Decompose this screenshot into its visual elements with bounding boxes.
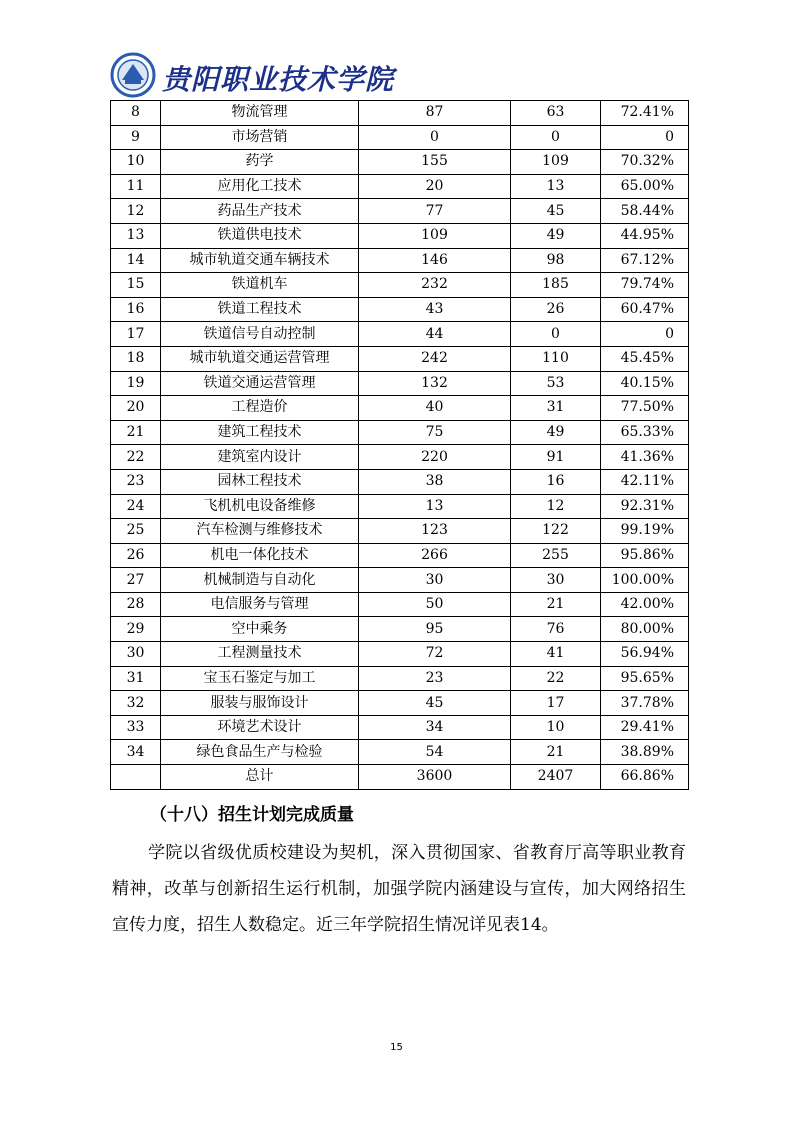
major-cell: 建筑工程技术	[161, 420, 359, 445]
row-number-cell: 20	[111, 396, 161, 421]
table-row	[111, 174, 689, 199]
major-cell: 城市轨道交通车辆技术	[161, 248, 359, 273]
row-number-cell: 30	[111, 642, 161, 667]
row-number-cell: 11	[111, 174, 161, 199]
enrollment-table-body	[111, 101, 689, 790]
major-cell: 环境艺术设计	[161, 715, 359, 740]
major-cell: 机械制造与自动化	[161, 568, 359, 593]
row-number-cell: 19	[111, 371, 161, 396]
planned-cell: 232	[359, 273, 511, 298]
rate-cell: 41.36%	[601, 445, 689, 470]
enrolled-cell: 2407	[511, 765, 601, 790]
major-cell: 物流管理	[161, 101, 359, 126]
table-row	[111, 494, 689, 519]
school-emblem-icon	[110, 52, 156, 98]
enrolled-cell: 255	[511, 543, 601, 568]
table-row	[111, 592, 689, 617]
school-name-logotype: 贵阳职业技术学院	[162, 63, 395, 96]
enrolled-cell: 41	[511, 642, 601, 667]
enrolled-cell: 26	[511, 297, 601, 322]
rate-cell: 70.32%	[601, 150, 689, 175]
enrolled-cell: 21	[511, 740, 601, 765]
row-number-cell: 28	[111, 592, 161, 617]
planned-cell: 109	[359, 223, 511, 248]
rate-cell: 65.33%	[601, 420, 689, 445]
enrolled-cell: 185	[511, 273, 601, 298]
rate-cell: 60.47%	[601, 297, 689, 322]
planned-cell: 30	[359, 568, 511, 593]
major-cell: 飞机机电设备维修	[161, 494, 359, 519]
table-row	[111, 273, 689, 298]
table-row	[111, 396, 689, 421]
major-cell: 机电一体化技术	[161, 543, 359, 568]
major-cell: 汽车检测与维修技术	[161, 519, 359, 544]
table-row	[111, 101, 689, 126]
planned-cell: 40	[359, 396, 511, 421]
rate-cell: 65.00%	[601, 174, 689, 199]
enrolled-cell: 21	[511, 592, 601, 617]
table-row	[111, 150, 689, 175]
planned-cell: 75	[359, 420, 511, 445]
planned-cell: 38	[359, 469, 511, 494]
table-row	[111, 371, 689, 396]
row-number-cell: 14	[111, 248, 161, 273]
enrolled-cell: 0	[511, 125, 601, 150]
planned-cell: 44	[359, 322, 511, 347]
enrollment-table	[110, 100, 689, 790]
major-cell: 铁道供电技术	[161, 223, 359, 248]
planned-cell: 242	[359, 346, 511, 371]
planned-cell: 34	[359, 715, 511, 740]
rate-cell: 44.95%	[601, 223, 689, 248]
major-cell: 应用化工技术	[161, 174, 359, 199]
planned-cell: 146	[359, 248, 511, 273]
major-cell: 服装与服饰设计	[161, 691, 359, 716]
major-cell: 药学	[161, 150, 359, 175]
row-number-cell: 18	[111, 346, 161, 371]
section-title: （十八）招生计划完成质量	[150, 805, 354, 825]
major-cell: 城市轨道交通运营管理	[161, 346, 359, 371]
planned-cell: 13	[359, 494, 511, 519]
rate-cell: 100.00%	[601, 568, 689, 593]
enrolled-cell: 12	[511, 494, 601, 519]
major-cell: 铁道交通运营管理	[161, 371, 359, 396]
major-cell: 铁道工程技术	[161, 297, 359, 322]
table-row	[111, 346, 689, 371]
planned-cell: 155	[359, 150, 511, 175]
major-cell: 市场营销	[161, 125, 359, 150]
planned-cell: 220	[359, 445, 511, 470]
row-number-cell: 29	[111, 617, 161, 642]
rate-cell: 56.94%	[601, 642, 689, 667]
table-row	[111, 322, 689, 347]
total-row	[111, 765, 689, 790]
table-row	[111, 469, 689, 494]
rate-cell: 72.41%	[601, 101, 689, 126]
rate-cell: 67.12%	[601, 248, 689, 273]
rate-cell: 40.15%	[601, 371, 689, 396]
rate-cell: 80.00%	[601, 617, 689, 642]
major-cell: 建筑室内设计	[161, 445, 359, 470]
table-row	[111, 248, 689, 273]
enrolled-cell: 98	[511, 248, 601, 273]
rate-cell: 29.41%	[601, 715, 689, 740]
table-row	[111, 420, 689, 445]
planned-cell: 72	[359, 642, 511, 667]
planned-cell: 132	[359, 371, 511, 396]
row-number-cell: 31	[111, 666, 161, 691]
rate-cell: 38.89%	[601, 740, 689, 765]
rate-cell: 79.74%	[601, 273, 689, 298]
rate-cell: 95.86%	[601, 543, 689, 568]
enrolled-cell: 13	[511, 174, 601, 199]
row-number-cell: 10	[111, 150, 161, 175]
row-number-cell: 26	[111, 543, 161, 568]
major-cell: 总计	[161, 765, 359, 790]
table-row	[111, 715, 689, 740]
planned-cell: 3600	[359, 765, 511, 790]
major-cell: 绿色食品生产与检验	[161, 740, 359, 765]
table-row	[111, 617, 689, 642]
row-number-cell: 24	[111, 494, 161, 519]
planned-cell: 123	[359, 519, 511, 544]
row-number-cell: 32	[111, 691, 161, 716]
major-cell: 园林工程技术	[161, 469, 359, 494]
major-cell: 宝玉石鉴定与加工	[161, 666, 359, 691]
row-number-cell	[111, 765, 161, 790]
row-number-cell: 22	[111, 445, 161, 470]
rate-cell: 77.50%	[601, 396, 689, 421]
enrolled-cell: 53	[511, 371, 601, 396]
row-number-cell: 8	[111, 101, 161, 126]
table-row	[111, 125, 689, 150]
rate-cell: 99.19%	[601, 519, 689, 544]
table-row	[111, 543, 689, 568]
major-cell: 工程测量技术	[161, 642, 359, 667]
rate-cell: 95.65%	[601, 666, 689, 691]
table-row	[111, 568, 689, 593]
row-number-cell: 13	[111, 223, 161, 248]
enrolled-cell: 30	[511, 568, 601, 593]
enrolled-cell: 16	[511, 469, 601, 494]
row-number-cell: 33	[111, 715, 161, 740]
rate-cell: 58.44%	[601, 199, 689, 224]
body-paragraph	[112, 835, 686, 943]
major-cell: 铁道机车	[161, 273, 359, 298]
table-row	[111, 445, 689, 470]
table-row	[111, 740, 689, 765]
planned-cell: 0	[359, 125, 511, 150]
planned-cell: 77	[359, 199, 511, 224]
enrolled-cell: 22	[511, 666, 601, 691]
row-number-cell: 16	[111, 297, 161, 322]
planned-cell: 95	[359, 617, 511, 642]
row-number-cell: 23	[111, 469, 161, 494]
enrolled-cell: 31	[511, 396, 601, 421]
rate-cell: 66.86%	[601, 765, 689, 790]
planned-cell: 43	[359, 297, 511, 322]
table-row	[111, 199, 689, 224]
planned-cell: 266	[359, 543, 511, 568]
row-number-cell: 25	[111, 519, 161, 544]
planned-cell: 23	[359, 666, 511, 691]
enrolled-cell: 45	[511, 199, 601, 224]
table-row	[111, 223, 689, 248]
rate-cell: 42.00%	[601, 592, 689, 617]
enrolled-cell: 0	[511, 322, 601, 347]
enrolled-cell: 122	[511, 519, 601, 544]
table-row	[111, 642, 689, 667]
planned-cell: 20	[359, 174, 511, 199]
enrolled-cell: 10	[511, 715, 601, 740]
enrolled-cell: 110	[511, 346, 601, 371]
row-number-cell: 27	[111, 568, 161, 593]
rate-cell: 0	[601, 125, 689, 150]
table-row	[111, 519, 689, 544]
rate-cell: 45.45%	[601, 346, 689, 371]
row-number-cell: 12	[111, 199, 161, 224]
row-number-cell: 9	[111, 125, 161, 150]
row-number-cell: 15	[111, 273, 161, 298]
page-number: 15	[390, 1042, 403, 1053]
rate-cell: 37.78%	[601, 691, 689, 716]
rate-cell: 92.31%	[601, 494, 689, 519]
rate-cell: 42.11%	[601, 469, 689, 494]
major-cell: 药品生产技术	[161, 199, 359, 224]
row-number-cell: 17	[111, 322, 161, 347]
major-cell: 电信服务与管理	[161, 592, 359, 617]
table-row	[111, 666, 689, 691]
enrolled-cell: 17	[511, 691, 601, 716]
enrolled-cell: 63	[511, 101, 601, 126]
row-number-cell: 34	[111, 740, 161, 765]
major-cell: 空中乘务	[161, 617, 359, 642]
table-row	[111, 691, 689, 716]
rate-cell: 0	[601, 322, 689, 347]
enrolled-cell: 91	[511, 445, 601, 470]
row-number-cell: 21	[111, 420, 161, 445]
page-header	[110, 52, 710, 100]
enrolled-cell: 49	[511, 223, 601, 248]
planned-cell: 87	[359, 101, 511, 126]
enrolled-cell: 49	[511, 420, 601, 445]
planned-cell: 54	[359, 740, 511, 765]
enrolled-cell: 109	[511, 150, 601, 175]
table-row	[111, 297, 689, 322]
enrolled-cell: 76	[511, 617, 601, 642]
major-cell: 工程造价	[161, 396, 359, 421]
major-cell: 铁道信号自动控制	[161, 322, 359, 347]
planned-cell: 50	[359, 592, 511, 617]
paragraph-text: 学院以省级优质校建设为契机，深入贯彻国家、省教育厅高等职业教育精神，改革与创新招生运行机制，加强学院内涵建设与宣传，加大网络招生宣传力度，招生人数稳定。近三年学院招生情况详见表14。	[112, 843, 686, 935]
planned-cell: 45	[359, 691, 511, 716]
